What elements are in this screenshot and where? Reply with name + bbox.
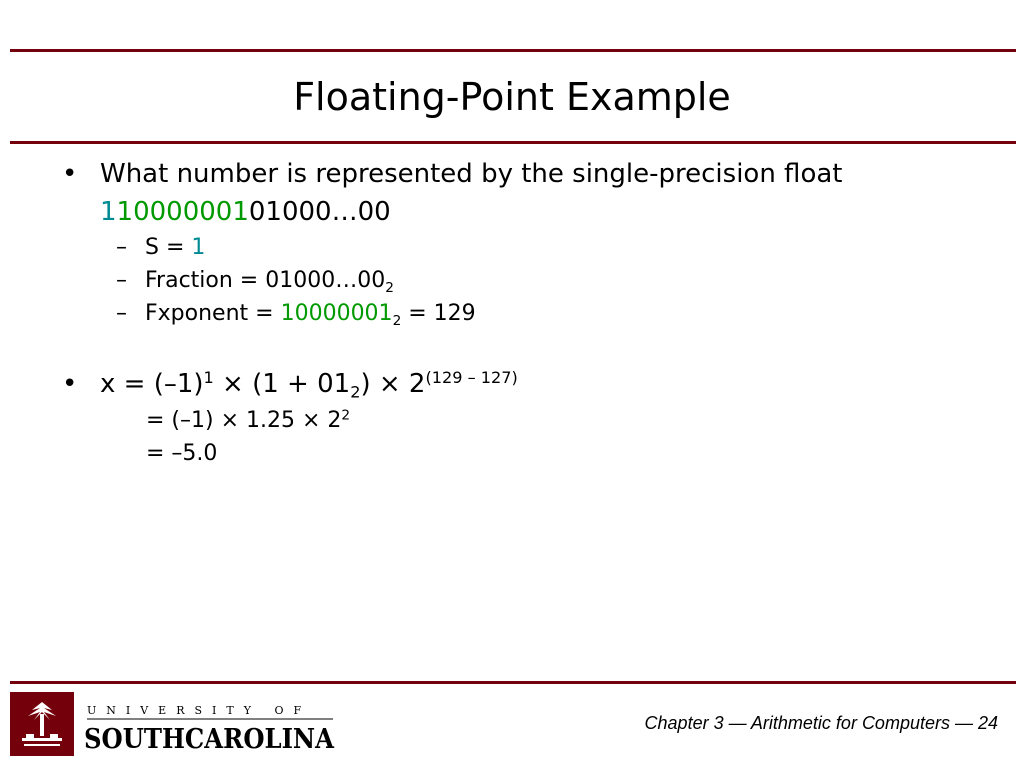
slide-title: Floating-Point Example [293,75,731,119]
formula-line-2 [146,407,350,435]
dash-2: – [116,268,127,293]
formula-sup: 1 [203,368,214,388]
top-rule [10,49,1016,52]
footer-rule [10,681,1016,684]
sign-line [145,234,205,262]
formula-sup: (129 – 127) [425,368,518,388]
exponent-label: Fxponent = [145,301,281,326]
title-rule [10,141,1016,144]
fraction-line [145,267,394,295]
formula-sub: 2 [350,382,361,402]
formula-part: × (1 + 01 [213,369,351,399]
dash-3: – [116,301,127,326]
bullet-2-dot: • [62,369,78,399]
formula-part: x = (–1) [100,369,204,399]
sign-label: S = [145,235,192,260]
logo-top-text: UNIVERSITY OF [87,704,312,717]
exponent-line [145,300,476,328]
formula-part: ) × 2 [360,369,426,399]
logo-name-text: SOUTHCAROLINA [84,724,335,755]
fraction-bits: 01000…00 [248,197,391,227]
bullet-1-text: What number is represented by the single-precision float [100,159,843,189]
exponent-decimal: = 129 [401,301,476,326]
sign-bit: 1 [100,197,117,227]
university-logo [10,692,340,760]
formula-line-3: = –5.0 [146,441,218,466]
formula-line-1 [100,368,518,400]
exponent-base: 2 [392,312,402,329]
formula-sup: 2 [341,407,351,424]
formula-part: = (–1) × 1.25 × 2 [146,408,342,433]
footer-chapter: Chapter 3 — Arithmetic for Computers — 24 [644,713,998,733]
float-bits [100,196,391,228]
sign-value: 1 [191,235,206,260]
bullet-1-dot: • [62,159,78,189]
fraction-label: Fraction = 01000…00 [145,268,386,293]
fraction-base: 2 [385,279,394,296]
exponent-bits: 10000001 [116,197,249,227]
dash-1: – [116,235,127,260]
exponent-value: 10000001 [280,301,393,326]
